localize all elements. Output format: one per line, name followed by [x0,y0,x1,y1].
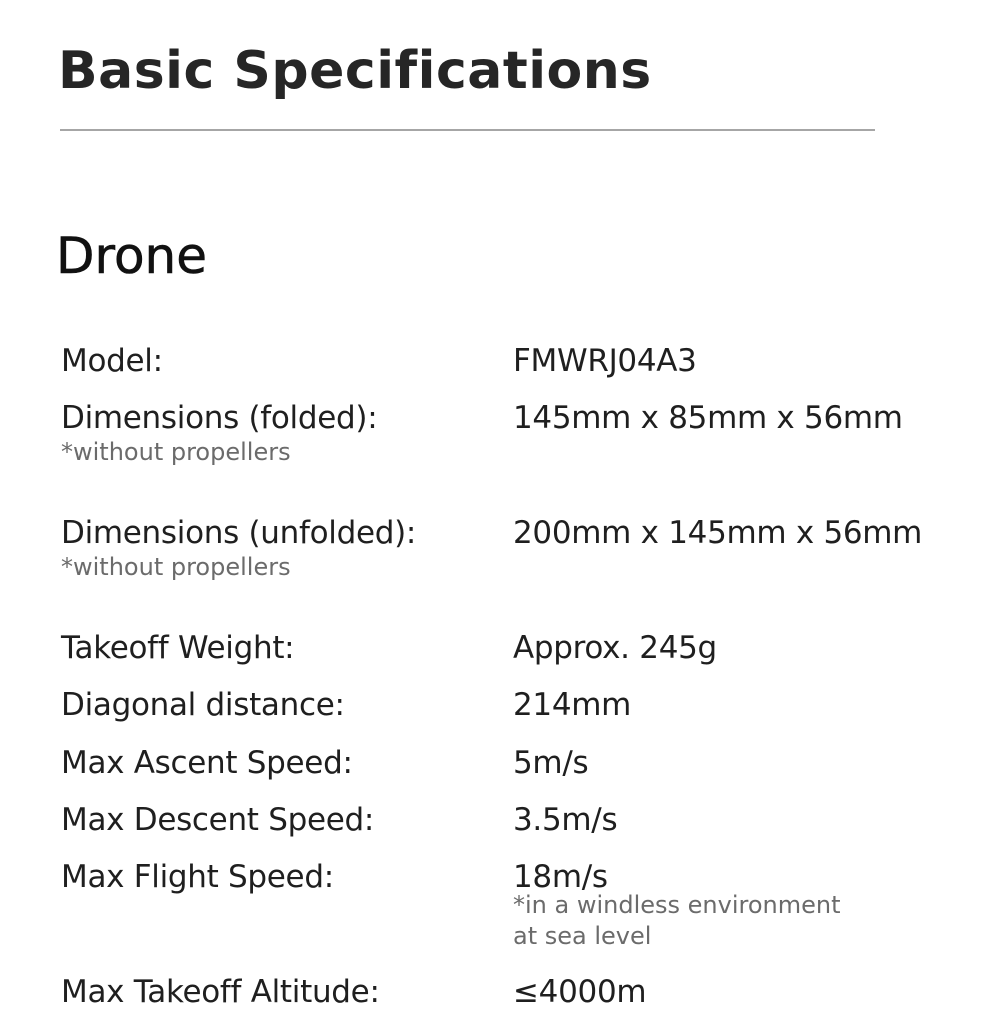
spec-value-max-flight-speed: 18m/s [513,859,608,895]
spec-label-dimensions-folded: Dimensions (folded): [61,400,378,436]
spec-value-dimensions-folded: 145mm x 85mm x 56mm [513,400,903,436]
spec-label-max-flight-speed: Max Flight Speed: [61,859,334,895]
page-title: Basic Specifications [58,41,652,101]
spec-value-diagonal-distance: 214mm [513,687,632,723]
spec-value-max-takeoff-altitude: ≤4000m [513,974,647,1010]
spec-note-max-flight-speed-line1: *in a windless environment [513,891,841,919]
spec-value-dimensions-unfolded: 200mm x 145mm x 56mm [513,515,923,551]
spec-note-max-flight-speed-line2: at sea level [513,922,652,950]
spec-value-model: FMWRJ04A3 [513,343,697,379]
spec-label-max-takeoff-altitude: Max Takeoff Altitude: [61,974,380,1010]
spec-label-model: Model: [61,343,163,379]
spec-value-max-ascent-speed: 5m/s [513,745,589,781]
spec-value-takeoff-weight: Approx. 245g [513,630,717,666]
section-heading-drone: Drone [56,227,208,285]
spec-label-max-ascent-speed: Max Ascent Speed: [61,745,353,781]
spec-note-dimensions-folded: *without propellers [61,438,291,466]
spec-label-takeoff-weight: Takeoff Weight: [61,630,295,666]
spec-note-dimensions-unfolded: *without propellers [61,553,291,581]
spec-value-max-descent-speed: 3.5m/s [513,802,618,838]
spec-label-max-descent-speed: Max Descent Speed: [61,802,375,838]
spec-label-dimensions-unfolded: Dimensions (unfolded): [61,515,417,551]
spec-label-diagonal-distance: Diagonal distance: [61,687,345,723]
